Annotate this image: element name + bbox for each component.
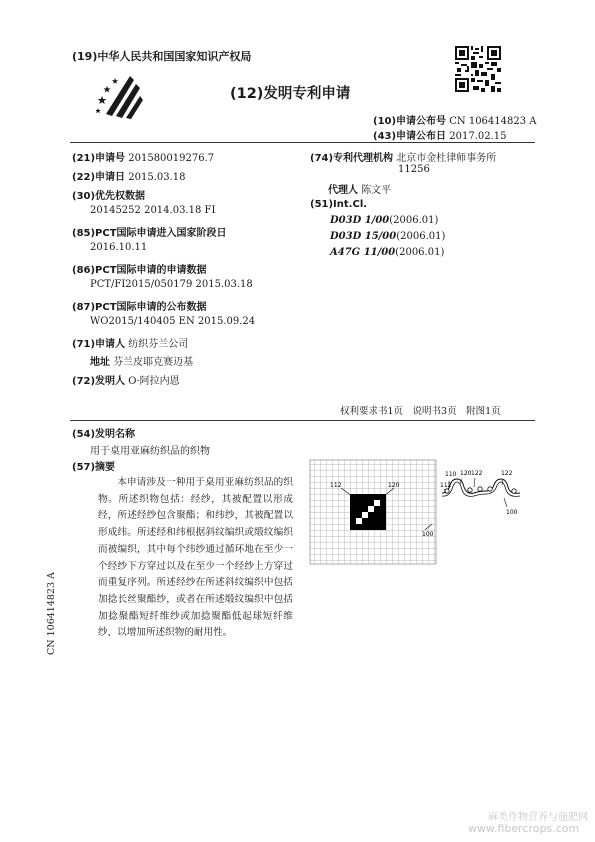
intcl-version: (2006.01) xyxy=(395,247,445,258)
applicant-row xyxy=(72,335,188,350)
agency-label: (74)专利代理机构 xyxy=(310,153,394,164)
publication-number-row xyxy=(373,112,537,127)
figure-ref-label: 112 xyxy=(330,482,342,489)
figure-ref-label: 122 xyxy=(501,470,513,477)
application-date-row xyxy=(72,168,186,183)
applicant-label: (71)申请人 xyxy=(72,339,126,350)
title-label: (54)发明名称 xyxy=(72,429,136,440)
abstract-text: 本申请涉及一种用于桌用亚麻纺织品的织物。所述织物包括：经纱，其被配置以形成经，所述经纱包含聚酯；和纬纱，其被配置以形成纬。所述经和纬根据斜纹编织或缎纹编织而被编织，其中每个纬纱通过循环地在至少一个经纱下方穿过以及在至少一个经纱上方穿过而重复序列。所述经纱在所述斜纹编织中包括加捻长丝聚酯纱，或者在所述缎纹编织中包括加捻聚酯短纤维纱或加捻聚酯低起球短纤维纱，以增加所述织物的耐用性。 xyxy=(98,477,293,639)
publication-date-label: (43)申请公布日 xyxy=(373,131,447,142)
intcl-item xyxy=(330,247,444,258)
application-date-label: (22)申请日 xyxy=(72,172,126,183)
address-row xyxy=(90,353,193,368)
intcl-version: (2006.01) xyxy=(389,215,439,226)
figure-ref-label: 112 xyxy=(440,482,452,489)
pct-application-label: (86)PCT国际申请的申请数据 xyxy=(72,265,207,276)
applicant: 纺织芬兰公司 xyxy=(128,339,189,350)
inventor-row xyxy=(72,372,180,387)
side-publication-number: CN 106414823 A xyxy=(46,572,57,655)
figure-ref-label: 100 xyxy=(506,509,518,516)
priority-data: 20145252 2014.03.18 FI xyxy=(90,205,216,216)
header-rule xyxy=(70,142,535,143)
pct-entry-label: (85)PCT国际申请进入国家阶段日 xyxy=(72,228,227,239)
intcl-version: (2006.01) xyxy=(396,231,446,242)
publication-number: CN 106414823 A xyxy=(449,116,537,127)
intcl-code: A47G 11/00 xyxy=(330,247,396,258)
application-number-label: (21)申请号 xyxy=(72,153,126,164)
watermark-url: www.fibercrops.com xyxy=(468,822,580,835)
address-label: 地址 xyxy=(90,357,110,368)
pct-entry-date: 2016.10.11 xyxy=(90,242,148,253)
agency: 北京市金杜律师事务所 xyxy=(396,153,497,164)
publication-date: 2017.02.15 xyxy=(449,131,507,142)
intcl-code: D03D 15/00 xyxy=(330,231,397,242)
agent-row xyxy=(328,181,391,196)
priority-label: (30)优先权数据 xyxy=(72,191,146,202)
application-number: 201580019276.7 xyxy=(128,153,215,164)
cnipa-emblem-icon xyxy=(96,72,148,122)
application-number-row xyxy=(72,149,214,164)
pct-application-data: PCT/FI2015/050179 2015.03.18 xyxy=(90,279,253,290)
figure-ref-label: 120 xyxy=(388,482,400,489)
publication-number-label: (10)申请公布号 xyxy=(373,116,447,127)
figure-ref-label: 110 xyxy=(445,471,457,478)
intcl-item xyxy=(330,215,438,226)
pct-publication-label: (87)PCT国际申请的公布数据 xyxy=(72,302,207,313)
weave-grid-figure xyxy=(308,458,448,568)
watermark-title: 麻类作物营养与施肥网 xyxy=(488,812,588,823)
pct-publication-data: WO2015/140405 EN 2015.09.24 xyxy=(90,316,256,327)
intcl-code: D03D 1/00 xyxy=(330,215,390,226)
pages-rule xyxy=(70,420,535,421)
yarn-cross-section-figure xyxy=(440,463,522,525)
document-kind: (12)发明专利申请 xyxy=(230,86,351,102)
abstract-label: (57)摘要 xyxy=(72,462,116,473)
authority-title: (19)中华人民共和国国家知识产权局 xyxy=(72,50,252,63)
address: 芬兰皮耶克赛迈基 xyxy=(113,357,194,368)
figure-ref-label: 100 xyxy=(422,531,434,538)
inventor: O·阿拉内恩 xyxy=(128,376,180,387)
qr-code-icon xyxy=(455,46,501,92)
inventor-label: (72)发明人 xyxy=(72,376,126,387)
agent-label: 代理人 xyxy=(328,185,358,196)
intcl-item xyxy=(330,231,445,242)
publication-date-row xyxy=(373,127,507,142)
pages-info: 权利要求书1页 说明书3页 附图1页 xyxy=(340,406,501,417)
agency-code: 11256 xyxy=(398,164,430,175)
figure-ref-label: 122 xyxy=(471,470,483,477)
application-date: 2015.03.18 xyxy=(128,172,186,183)
agency-row xyxy=(310,149,496,164)
figure-ref-label: 120 xyxy=(460,470,472,477)
invention-title: 用于桌用亚麻纺织品的织物 xyxy=(90,446,210,457)
intcl-label: (51)Int.Cl. xyxy=(310,199,368,210)
agent: 陈文平 xyxy=(361,185,392,196)
